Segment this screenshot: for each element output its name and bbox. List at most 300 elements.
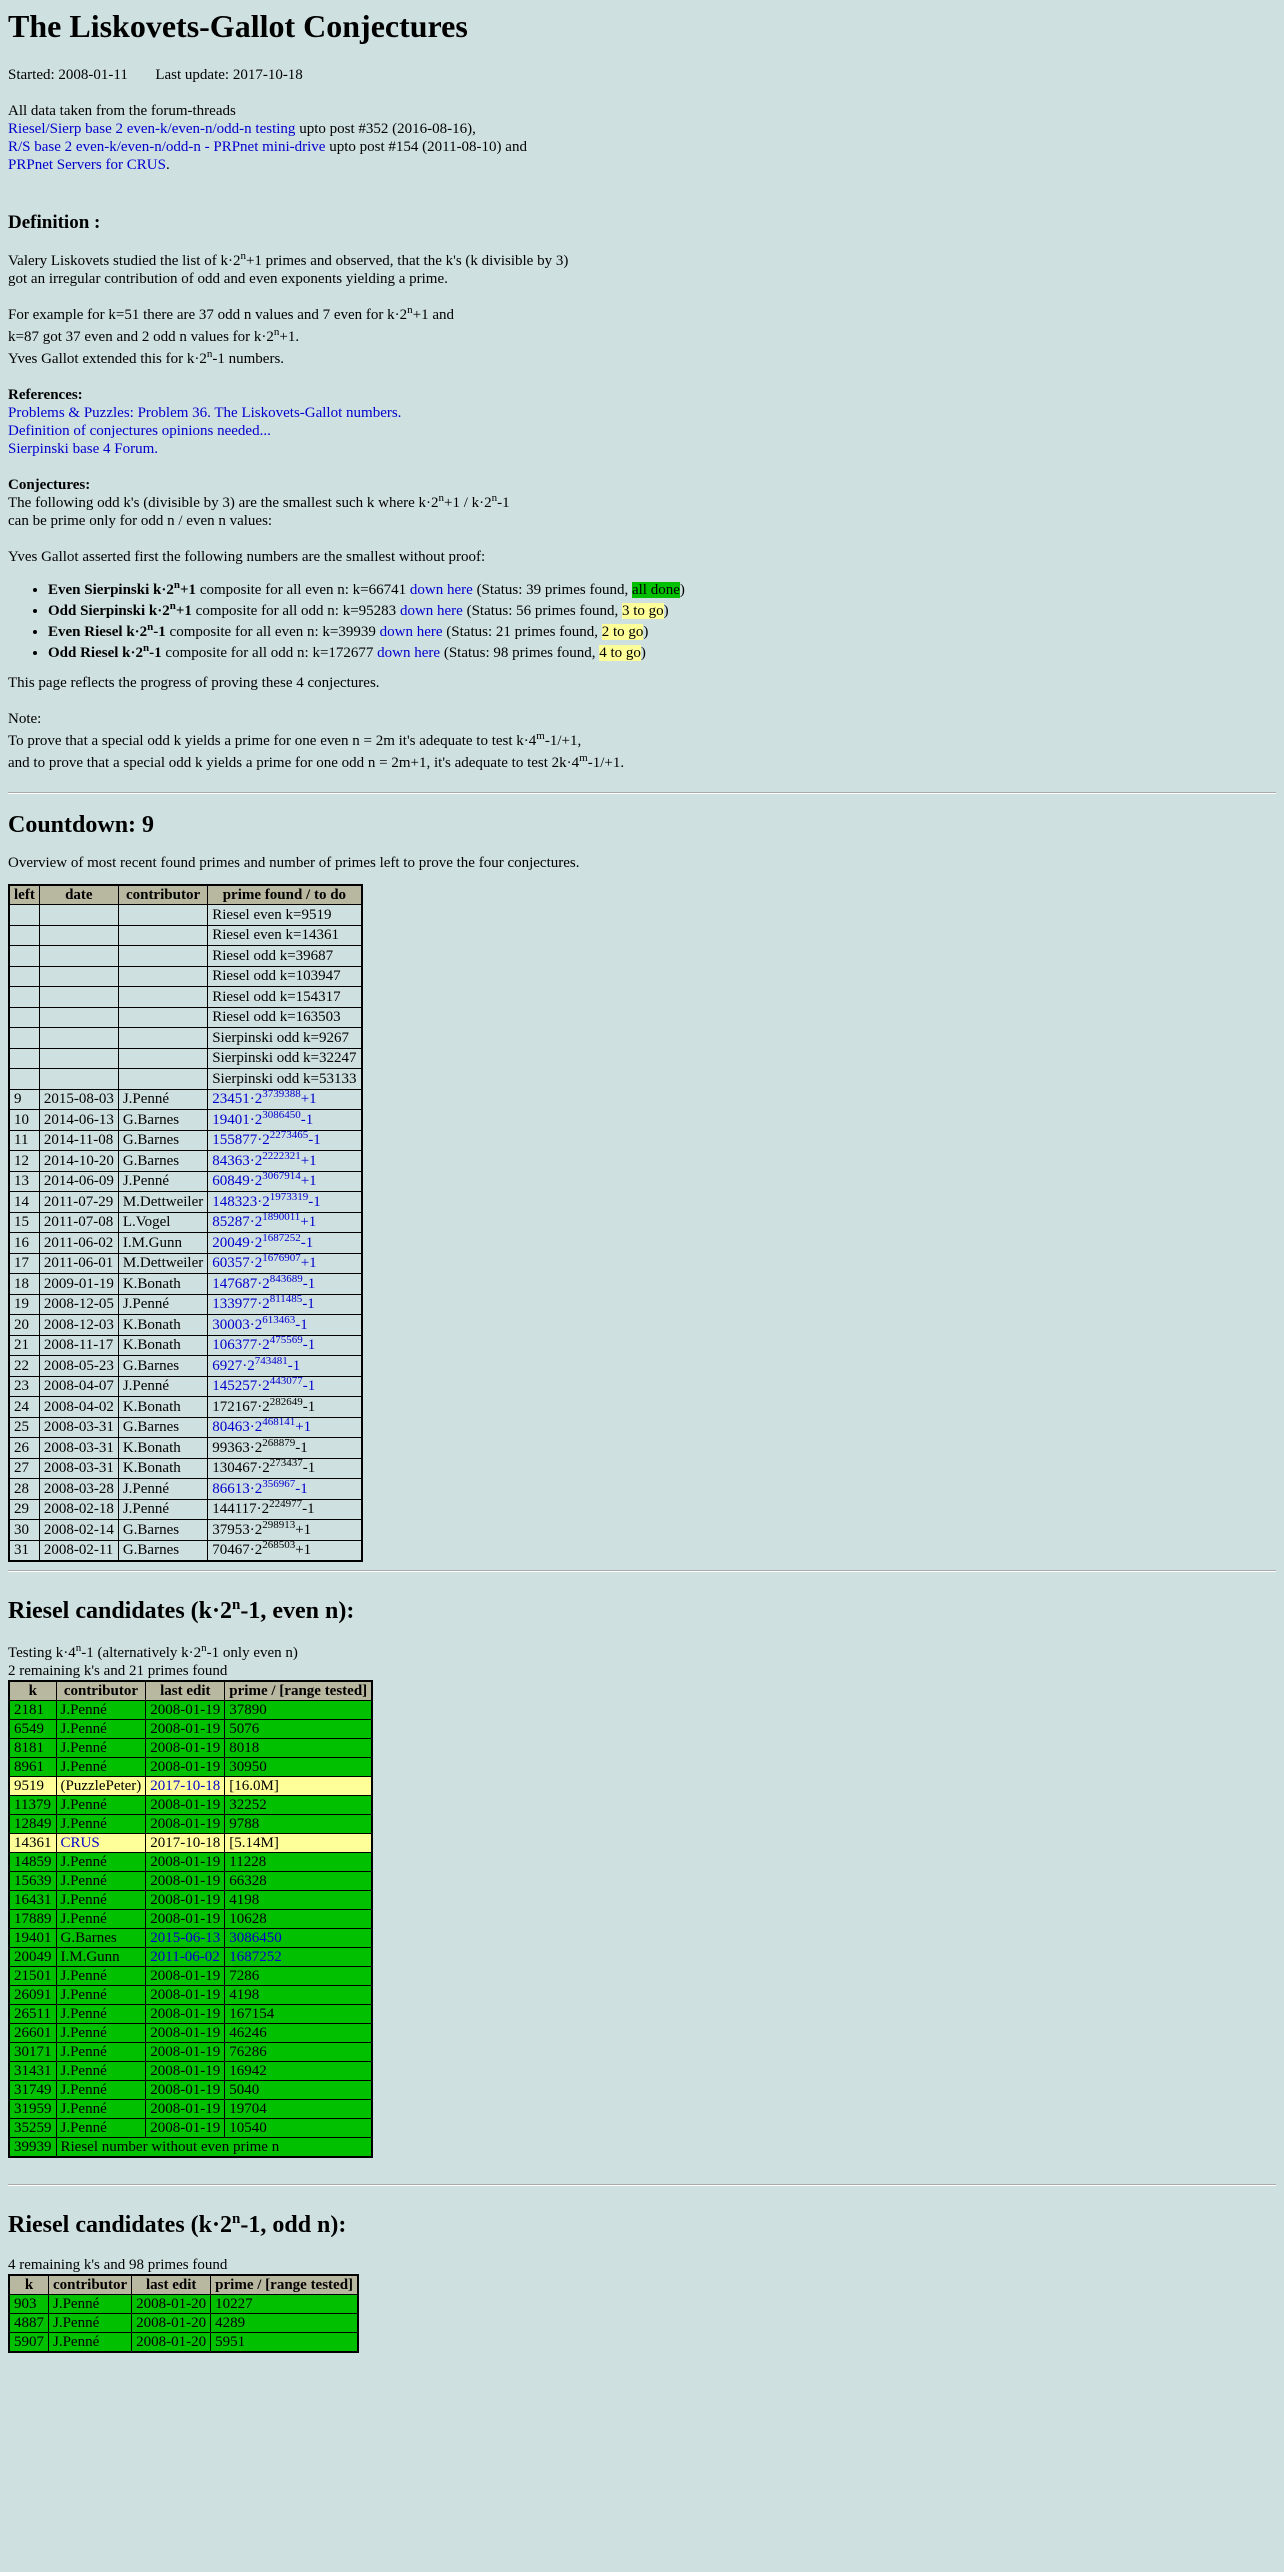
k-cell: 8961 — [9, 1758, 56, 1777]
left-cell: 9 — [9, 1089, 39, 1110]
left-cell: 15 — [9, 1212, 39, 1233]
table-row — [9, 1540, 362, 1561]
date-cell: 2011-07-29 — [39, 1192, 118, 1213]
k-cell: 26511 — [9, 2005, 56, 2024]
prime-cell: $172167\cdot 2^{282649}-1$ — [208, 1397, 362, 1418]
table-header-row — [9, 2275, 358, 2295]
table-row — [9, 1834, 372, 1853]
date-cell: 2008-02-14 — [39, 1520, 118, 1541]
table-row — [9, 1872, 372, 1891]
contributor-cell: J.Penné — [49, 2295, 132, 2314]
conjecture-item: • Odd Riesel $k\cdot 2^n-1$ composite for all odd n: k=172677 down here (Status: 98 primes found, 4 to go) — [48, 643, 1276, 664]
column-header: k — [9, 2275, 49, 2295]
date-cell: 2008-03-31 — [39, 1417, 118, 1438]
table-row — [9, 2100, 372, 2119]
last-edit-cell: 2008-01-20 — [132, 2295, 211, 2314]
prime-cell — [208, 1110, 362, 1131]
todo-cell: Riesel even k=14361 — [208, 925, 362, 946]
k-cell: 26091 — [9, 1986, 56, 2005]
left-cell: 22 — [9, 1356, 39, 1377]
prime-cell: 4198 — [225, 1891, 372, 1910]
conjecture-list — [8, 580, 1276, 664]
last-edit-cell — [146, 1948, 225, 1967]
prime-link[interactable]: 20049·2$^{1687252}$-1 — [212, 1231, 314, 1251]
table-row — [9, 2119, 372, 2138]
table-row — [9, 1438, 362, 1459]
contributor-cell: G.Barnes — [118, 1151, 207, 1172]
table-row — [9, 1720, 372, 1739]
last-edit-link[interactable]: 2011-06-02 — [150, 1949, 220, 1965]
prime-cell — [208, 1356, 362, 1377]
left-cell: 26 — [9, 1438, 39, 1459]
prime-link[interactable]: 145257·2$^{443077}$-1 — [212, 1375, 316, 1395]
divider — [8, 2184, 1276, 2186]
contributor-cell: K.Bonath — [118, 1438, 207, 1459]
k-cell: 15639 — [9, 1872, 56, 1891]
left-cell: 28 — [9, 1479, 39, 1500]
table-header-row — [9, 1681, 372, 1701]
contributor-cell: G.Barnes — [118, 1356, 207, 1377]
reference-link[interactable]: Sierpinski base 4 Forum. — [8, 441, 158, 457]
contributor-cell: J.Penné — [56, 2024, 146, 2043]
date-cell: 2014-06-09 — [39, 1171, 118, 1192]
data-source-intro: All data taken from the forum-threads — [8, 103, 236, 119]
prime-cell: 8018 — [225, 1739, 372, 1758]
table-row — [9, 2043, 372, 2062]
table-row — [9, 2005, 372, 2024]
prime-cell — [208, 1479, 362, 1500]
forum-thread-item — [8, 138, 1276, 156]
table-row — [9, 1701, 372, 1720]
table-row — [9, 1777, 372, 1796]
prime-cell — [208, 1417, 362, 1438]
contributor-cell — [56, 1834, 146, 1853]
last-edit-cell — [146, 1777, 225, 1796]
date-cell: 2008-04-02 — [39, 1397, 118, 1418]
forum-thread-link[interactable]: R/S base 2 even-k/even-n/odd-n - PRPnet mini-drive — [8, 139, 326, 155]
date-cell: 2008-04-07 — [39, 1376, 118, 1397]
last-update-date: Last update: 2017-10-18 — [155, 67, 303, 83]
k-cell: 11379 — [9, 1796, 56, 1815]
contributor-cell: I.M.Gunn — [118, 1233, 207, 1254]
prime-cell — [225, 1948, 372, 1967]
table-row — [9, 1089, 362, 1110]
contributor-cell: K.Bonath — [118, 1397, 207, 1418]
last-edit-cell: 2008-01-19 — [146, 2100, 225, 2119]
k-cell: 17889 — [9, 1910, 56, 1929]
contributor-cell: J.Penné — [56, 1739, 146, 1758]
riesel-odd-remaining: 4 remaining k's and 98 primes found — [8, 2257, 228, 2273]
prime-link[interactable]: 23451·2$^{3739388}$+1 — [212, 1088, 317, 1108]
table-row — [9, 966, 362, 987]
k-cell: 21501 — [9, 1967, 56, 1986]
contributor-cell: J.Penné — [49, 2333, 132, 2353]
column-header: contributor — [118, 885, 207, 905]
status-badge: 3 to go — [622, 603, 664, 619]
todo-cell: Sierpinski odd k=32247 — [208, 1048, 362, 1069]
date-cell: 2011-07-08 — [39, 1212, 118, 1233]
last-edit-cell: 2008-01-19 — [146, 1739, 225, 1758]
todo-cell: Riesel odd k=163503 — [208, 1007, 362, 1028]
last-edit-cell: 2008-01-19 — [146, 1815, 225, 1834]
left-cell: 23 — [9, 1376, 39, 1397]
prime-cell — [208, 1192, 362, 1213]
forum-thread-list — [8, 120, 1276, 174]
contributor-cell: J.Penné — [56, 1701, 146, 1720]
last-edit-cell: 2008-01-19 — [146, 1701, 225, 1720]
prime-link[interactable]: 133977·2$^{811485}$-1 — [212, 1293, 315, 1313]
table-row — [9, 1853, 372, 1872]
table-row — [9, 1520, 362, 1541]
status-badge: 2 to go — [601, 624, 644, 640]
k-cell: 30171 — [9, 2043, 56, 2062]
countdown-heading: Countdown: 9 — [8, 812, 155, 838]
last-edit-cell: 2008-01-20 — [132, 2333, 211, 2353]
prime-cell — [208, 1151, 362, 1172]
column-header: prime / [range tested] — [211, 2275, 358, 2295]
last-edit-cell: 2017-10-18 — [146, 1834, 225, 1853]
contributor-cell: J.Penné — [118, 1499, 207, 1520]
prime-link[interactable]: 80463·2$^{468141}$+1 — [212, 1416, 312, 1436]
contributor-cell: J.Penné — [56, 2043, 146, 2062]
status-badge: all done — [631, 582, 680, 598]
references-heading: References: — [8, 387, 83, 403]
prime-cell — [208, 1376, 362, 1397]
countdown-overview: Overview of most recent found primes and number of primes left to prove the four conjectures. — [8, 855, 580, 871]
conjectures-section: Conjectures: The following odd k's (divisible by 3) are the smallest such k where $k\cdot 2^n+1 / k\cdot 2^n-1$ can be prime only for odd n / even n values: Yves Gallot asserted first the following numbers are the smallest without proof: • Even Sierpinski $k\cdot 2^n+1$ composite for all even n: k=66741 down here (Status: 39 primes found, all done) • Odd Sierpinski $k\cdot 2^n+1$ composite for all odd n: k=95283 down here (Status: 56 primes found, 3 to go) • Even Riesel $k\cdot 2^n-1$ composite for all even n: k=39939 down here (Status: 21 primes found, 2 to go) • Odd Riesel $k\cdot 2^n-1$ composite for all odd n: k=172677 down here (Status: 98 primes found, 4 to go) This page reflects the progress of proving these 4 conjectures. — [8, 476, 1276, 692]
date-cell: 2011-06-01 — [39, 1253, 118, 1274]
conjectures-heading: Conjectures: — [8, 477, 91, 493]
contributor-cell: J.Penné — [56, 2081, 146, 2100]
prime-cell: 5076 — [225, 1720, 372, 1739]
forum-thread-note: . — [165, 157, 170, 173]
forum-thread-item — [8, 156, 1276, 174]
prime-link[interactable]: 1687252 — [229, 1949, 282, 1965]
riesel-number-note: Riesel number without even prime n — [56, 2138, 372, 2158]
riesel-odd-table — [8, 2274, 359, 2353]
k-cell: 35259 — [9, 2119, 56, 2138]
table-row — [9, 1110, 362, 1131]
k-cell: 31959 — [9, 2100, 56, 2119]
last-edit-cell: 2008-01-19 — [146, 1796, 225, 1815]
contributor-link[interactable]: CRUS — [60, 1835, 100, 1851]
table-row — [9, 1929, 372, 1948]
table-row — [9, 1891, 372, 1910]
prime-link[interactable]: 30003·2$^{613463}$-1 — [212, 1313, 308, 1333]
table-row — [9, 1335, 362, 1356]
forum-thread-note: upto post #154 (2011-08-10) and — [325, 139, 527, 155]
column-header: contributor — [56, 1681, 146, 1701]
column-header: date — [39, 885, 118, 905]
last-edit-cell: 2008-01-19 — [146, 2043, 225, 2062]
down-here-link[interactable]: down here — [409, 582, 473, 598]
prime-cell: 30950 — [225, 1758, 372, 1777]
started-date: Started: 2008-01-11 — [8, 67, 128, 83]
prime-link[interactable]: 6927·2$^{743481}$-1 — [212, 1354, 301, 1374]
prime-cell — [208, 1171, 362, 1192]
table-row — [9, 1499, 362, 1520]
date-cell: 2009-01-19 — [39, 1274, 118, 1295]
left-cell: 16 — [9, 1233, 39, 1254]
left-cell: 13 — [9, 1171, 39, 1192]
contributor-cell: J.Penné — [56, 1758, 146, 1777]
date-cell: 2008-12-03 — [39, 1315, 118, 1336]
forum-thread-link[interactable]: Riesel/Sierp base 2 even-k/even-n/odd-n testing — [8, 121, 296, 137]
contributor-cell: K.Bonath — [118, 1274, 207, 1295]
table-row — [9, 1356, 362, 1377]
table-row — [9, 1967, 372, 1986]
prime-cell — [208, 1253, 362, 1274]
forum-thread-note: upto post #352 (2016-08-16), — [295, 121, 476, 137]
column-header: prime found / to do — [208, 885, 362, 905]
table-row — [9, 1796, 372, 1815]
last-edit-cell: 2008-01-19 — [146, 2062, 225, 2081]
last-edit-cell: 2008-01-19 — [146, 1720, 225, 1739]
last-edit-cell: 2008-01-20 — [132, 2314, 211, 2333]
prime-cell — [208, 1212, 362, 1233]
prime-cell: $70467\cdot 2^{268503}+1$ — [208, 1540, 362, 1561]
contributor-cell: K.Bonath — [118, 1335, 207, 1356]
contributor-cell: J.Penné — [49, 2314, 132, 2333]
table-row — [9, 1758, 372, 1777]
k-cell: 26601 — [9, 2024, 56, 2043]
contributor-cell: G.Barnes — [118, 1540, 207, 1561]
left-cell: 17 — [9, 1253, 39, 1274]
prime-cell: 10628 — [225, 1910, 372, 1929]
date-cell: 2015-08-03 — [39, 1089, 118, 1110]
prime-link[interactable]: 3086450 — [229, 1930, 282, 1946]
table-row — [9, 1028, 362, 1049]
table-row — [9, 1007, 362, 1028]
k-cell: 2181 — [9, 1701, 56, 1720]
contributor-cell: G.Barnes — [118, 1520, 207, 1541]
table-header-row — [9, 885, 362, 905]
left-cell: 25 — [9, 1417, 39, 1438]
table-row — [9, 1815, 372, 1834]
contributor-cell: K.Bonath — [118, 1315, 207, 1336]
contributor-cell: G.Barnes — [118, 1130, 207, 1151]
reference-link[interactable]: Problems & Puzzles: Problem 36. The Liskovets-Gallot numbers. — [8, 405, 402, 421]
todo-cell: Riesel odd k=154317 — [208, 987, 362, 1008]
contributor-cell: J.Penné — [56, 1910, 146, 1929]
table-row — [9, 905, 362, 926]
prime-cell: 9788 — [225, 1815, 372, 1834]
forum-thread-item — [8, 120, 1276, 138]
k-cell: 903 — [9, 2295, 49, 2314]
contributor-cell: J.Penné — [56, 1720, 146, 1739]
contributor-cell: J.Penné — [118, 1376, 207, 1397]
prime-cell: 16942 — [225, 2062, 372, 2081]
k-cell: 31431 — [9, 2062, 56, 2081]
date-cell: 2008-12-05 — [39, 1294, 118, 1315]
left-cell: 20 — [9, 1315, 39, 1336]
table-row — [9, 1397, 362, 1418]
prime-link[interactable]: 86613·2$^{356967}$-1 — [212, 1477, 308, 1497]
last-edit-cell: 2008-01-19 — [146, 1910, 225, 1929]
contributor-cell: J.Penné — [56, 2100, 146, 2119]
k-cell: 14361 — [9, 1834, 56, 1853]
prime-cell: [16.0M] — [225, 1777, 372, 1796]
column-header: last edit — [132, 2275, 211, 2295]
left-cell: 11 — [9, 1130, 39, 1151]
table-row — [9, 1376, 362, 1397]
k-cell: 4887 — [9, 2314, 49, 2333]
riesel-even-testing: Testing $k\cdot 4^n-1$ (alternatively $k\cdot 2^n-1$ only even n) — [8, 1642, 298, 1661]
table-row — [9, 1739, 372, 1758]
table-row — [9, 1069, 362, 1090]
prime-cell: 5040 — [225, 2081, 372, 2100]
contributor-cell: M.Dettweiler — [118, 1192, 207, 1213]
k-cell: 8181 — [9, 1739, 56, 1758]
last-edit-link[interactable]: 2015-06-13 — [150, 1930, 221, 1946]
column-header: last edit — [146, 1681, 225, 1701]
conjecture-item: • Odd Sierpinski $k\cdot 2^n+1$ composite for all odd n: k=95283 down here (Status: 56 primes found, 3 to go) — [48, 601, 1276, 622]
contributor-cell: G.Barnes — [118, 1110, 207, 1131]
left-cell: 14 — [9, 1192, 39, 1213]
prime-cell — [208, 1335, 362, 1356]
divider — [8, 792, 1276, 794]
prime-link[interactable]: 84363·2$^{2222321}$+1 — [212, 1149, 317, 1169]
column-header: k — [9, 1681, 56, 1701]
prime-cell: 7286 — [225, 1967, 372, 1986]
k-cell: 31749 — [9, 2081, 56, 2100]
left-cell: 30 — [9, 1520, 39, 1541]
todo-cell: Riesel odd k=103947 — [208, 966, 362, 987]
prime-cell: 76286 — [225, 2043, 372, 2062]
k-cell: 6549 — [9, 1720, 56, 1739]
forum-thread-link[interactable]: PRPnet Servers for CRUS — [8, 157, 166, 173]
table-row — [9, 1986, 372, 2005]
contributor-cell: J.Penné — [118, 1089, 207, 1110]
last-edit-cell: 2008-01-19 — [146, 1967, 225, 1986]
k-cell: 20049 — [9, 1948, 56, 1967]
k-cell: 16431 — [9, 1891, 56, 1910]
contributor-cell: J.Penné — [56, 2062, 146, 2081]
k-cell: 9519 — [9, 1777, 56, 1796]
prime-link[interactable]: 106377·2$^{475569}$-1 — [212, 1334, 316, 1354]
prime-link[interactable]: 85287·2$^{1890011}$+1 — [212, 1211, 317, 1231]
k-cell: 14859 — [9, 1853, 56, 1872]
prime-cell: 32252 — [225, 1796, 372, 1815]
contributor-cell: J.Penné — [56, 2119, 146, 2138]
down-here-link[interactable]: down here — [399, 603, 463, 619]
last-edit-link[interactable]: 2017-10-18 — [150, 1778, 221, 1794]
k-cell: 19401 — [9, 1929, 56, 1948]
riesel-odd-heading: Riesel candidates ($k\cdot 2^n-1$, odd n): — [8, 2211, 347, 2238]
prime-cell — [208, 1274, 362, 1295]
k-cell: 5907 — [9, 2333, 49, 2353]
prime-link[interactable]: 155877·2$^{2273465}$-1 — [212, 1129, 321, 1149]
contributor-cell: J.Penné — [56, 1853, 146, 1872]
contributor-cell: J.Penné — [56, 1796, 146, 1815]
prime-cell: 66328 — [225, 1872, 372, 1891]
last-edit-cell: 2008-01-19 — [146, 2081, 225, 2100]
prime-cell: 37890 — [225, 1701, 372, 1720]
last-edit-cell: 2008-01-19 — [146, 1891, 225, 1910]
prime-cell: $130467\cdot 2^{273437}-1$ — [208, 1458, 362, 1479]
last-edit-cell: 2008-01-19 — [146, 1986, 225, 2005]
progress-note: This page reflects the progress of proving these 4 conjectures. — [8, 675, 380, 691]
date-cell: 2011-06-02 — [39, 1233, 118, 1254]
definition-text: Valery Liskovets studied the list of $k\cdot 2^n+1$ primes and observed, that the k's (k divisible by 3) got an irregular contribution of odd and even exponents yielding a prime. For example for k=51 there are 37 odd n values and 7 even for $k\cdot 2^n+1$ and k=87 got 37 even and 2 odd n values for $k\cdot 2^n+1$. Yves Gallot extended this for $k\cdot 2^n-1$ numbers. — [8, 250, 569, 367]
column-header: left — [9, 885, 39, 905]
contributor-cell: K.Bonath — [118, 1458, 207, 1479]
date-cell: 2008-03-31 — [39, 1438, 118, 1459]
date-cell: 2008-03-28 — [39, 1479, 118, 1500]
todo-cell: Sierpinski odd k=9267 — [208, 1028, 362, 1049]
contributor-cell: J.Penné — [56, 1967, 146, 1986]
prime-cell — [208, 1294, 362, 1315]
contributor-cell: J.Penné — [118, 1479, 207, 1500]
table-row — [9, 1192, 362, 1213]
prime-link[interactable]: 19401·2$^{3086450}$-1 — [212, 1108, 314, 1128]
left-cell: 10 — [9, 1110, 39, 1131]
prime-cell — [208, 1233, 362, 1254]
table-row — [9, 2295, 358, 2314]
table-row — [9, 1048, 362, 1069]
down-here-link[interactable]: down here — [377, 645, 441, 661]
table-row — [9, 2081, 372, 2100]
contributor-cell: G.Barnes — [56, 1929, 146, 1948]
date-cell: 2014-06-13 — [39, 1110, 118, 1131]
table-row — [9, 1130, 362, 1151]
prime-cell: 4198 — [225, 1986, 372, 2005]
left-cell: 19 — [9, 1294, 39, 1315]
countdown-table — [8, 884, 363, 1562]
left-cell: 21 — [9, 1335, 39, 1356]
contributor-cell: M.Dettweiler — [118, 1253, 207, 1274]
last-edit-cell: 2008-01-19 — [146, 2024, 225, 2043]
prime-cell: 10227 — [211, 2295, 358, 2314]
prime-cell: 10540 — [225, 2119, 372, 2138]
note-section: Note: To prove that a special odd k yields a prime for one even n = 2m it's adequate to test $k\cdot 4^m-1/+1$, and to prove that a special odd k yields a prime for one odd n = 2m+1, it's adequate to test $2k\cdot 4^m-1/+1$. — [8, 711, 625, 771]
table-row — [9, 2062, 372, 2081]
table-row — [9, 987, 362, 1008]
table-row — [9, 1274, 362, 1295]
last-edit-cell: 2008-01-19 — [146, 1853, 225, 1872]
references-section — [8, 386, 1276, 458]
prime-link[interactable]: 147687·2$^{843689}$-1 — [212, 1272, 316, 1292]
reference-link[interactable]: Definition of conjectures opinions needed... — [8, 423, 271, 439]
table-row — [9, 1910, 372, 1929]
k-cell: 12849 — [9, 1815, 56, 1834]
prime-cell: 46246 — [225, 2024, 372, 2043]
prime-link[interactable]: 60849·2$^{3067914}$+1 — [212, 1170, 317, 1190]
riesel-even-table — [8, 1680, 373, 2158]
contributor-cell: J.Penné — [118, 1294, 207, 1315]
todo-cell: Riesel odd k=39687 — [208, 946, 362, 967]
column-header: prime / [range tested] — [225, 1681, 372, 1701]
down-here-link[interactable]: down here — [379, 624, 443, 640]
contributor-cell: G.Barnes — [118, 1417, 207, 1438]
left-cell: 12 — [9, 1151, 39, 1172]
page-title: The Liskovets-Gallot Conjectures — [8, 8, 468, 44]
column-header: contributor — [49, 2275, 132, 2295]
left-cell: 18 — [9, 1274, 39, 1295]
date-cell: 2014-10-20 — [39, 1151, 118, 1172]
last-edit-cell: 2008-01-19 — [146, 1758, 225, 1777]
contributor-cell: L.Vogel — [118, 1212, 207, 1233]
date-cell: 2014-11-08 — [39, 1130, 118, 1151]
left-cell: 27 — [9, 1458, 39, 1479]
date-cell: 2008-05-23 — [39, 1356, 118, 1377]
prime-link[interactable]: 60357·2$^{1676907}$+1 — [212, 1252, 317, 1272]
prime-link[interactable]: 148323·2$^{1973319}$-1 — [212, 1190, 321, 1210]
table-row — [9, 1171, 362, 1192]
table-row — [9, 1294, 362, 1315]
last-edit-cell: 2008-01-19 — [146, 2005, 225, 2024]
table-row — [9, 2314, 358, 2333]
